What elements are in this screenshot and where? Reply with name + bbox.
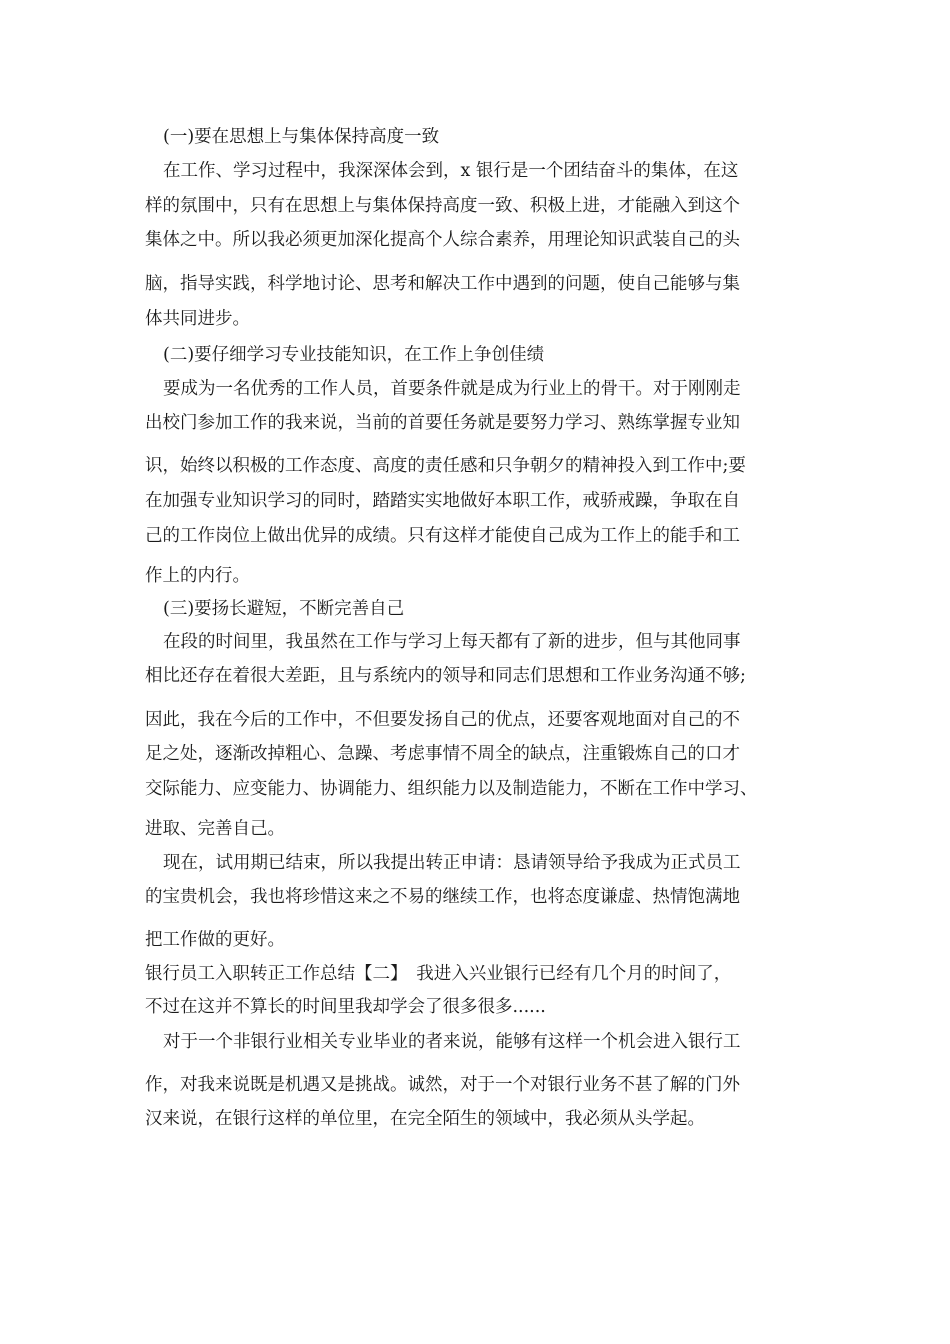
paragraph-line: 汉来说，在银行这样的单位里，在完全陌生的领域中，我必须从头学起。 — [145, 1109, 705, 1129]
paragraph-line: 作，对我来说既是机遇又是挑战。诚然，对于一个对银行业务不甚了解的门外 — [145, 1075, 740, 1095]
paragraph-line: 出校门参加工作的我来说，当前的首要任务就是要努力学习、熟练掌握专业知 — [145, 413, 740, 433]
paragraph-line: 脑，指导实践，科学地讨论、思考和解决工作中遇到的问题，使自己能够与集 — [145, 274, 740, 294]
paragraph-line: 体共同进步。 — [145, 309, 250, 329]
section-heading-1: (一)要在思想上与集体保持高度一致 — [163, 127, 440, 147]
section-heading-3: (三)要扬长避短，不断完善自己 — [163, 599, 405, 619]
paragraph-line: 把工作做的更好。 — [145, 930, 285, 950]
section-title-line: 银行员工入职转正工作总结【二】 我进入兴业银行已经有几个月的时间了， — [145, 964, 732, 984]
paragraph-line: 识，始终以积极的工作态度、高度的责任感和只争朝夕的精神投入到工作中;要 — [145, 456, 746, 476]
paragraph-line: 因此，我在今后的工作中，不但要发扬自己的优点，还要客观地面对自己的不 — [145, 710, 740, 730]
paragraph-line: 在加强专业知识学习的同时，踏踏实实地做好本职工作，戒骄戒躁，争取在自 — [145, 491, 740, 511]
paragraph-line: 相比还存在着很大差距，且与系统内的领导和同志们思想和工作业务沟通不够; — [145, 666, 746, 686]
paragraph-line: 的宝贵机会，我也将珍惜这来之不易的继续工作，也将态度谦虚、热情饱满地 — [145, 887, 740, 907]
paragraph-line: 要成为一名优秀的工作人员，首要条件就是成为行业上的骨干。对于刚刚走 — [163, 379, 741, 399]
paragraph-line: 在段的时间里，我虽然在工作与学习上每天都有了新的进步，但与其他同事 — [163, 632, 741, 652]
paragraph-line: 己的工作岗位上做出优异的成绩。只有这样才能使自己成为工作上的能手和工 — [145, 526, 740, 546]
paragraph-line: 不过在这并不算长的时间里我却学会了很多很多...... — [145, 997, 546, 1017]
paragraph-line: 足之处，逐渐改掉粗心、急躁、考虑事情不周全的缺点，注重锻炼自己的口才 — [145, 744, 740, 764]
paragraph-line: 作上的内行。 — [145, 566, 250, 586]
paragraph-line: 集体之中。所以我必须更加深化提高个人综合素养，用理论知识武装自己的头 — [145, 230, 740, 250]
paragraph-line: 样的氛围中，只有在思想上与集体保持高度一致、积极上进，才能融入到这个 — [145, 196, 740, 216]
section-heading-2: (二)要仔细学习专业技能知识，在工作上争创佳绩 — [163, 345, 545, 365]
paragraph-line: 现在，试用期已结束，所以我提出转正申请：恳请领导给予我成为正式员工 — [163, 853, 741, 873]
paragraph-line: 进取、完善自己。 — [145, 819, 285, 839]
paragraph-line: 对于一个非银行业相关专业毕业的者来说，能够有这样一个机会进入银行工 — [163, 1032, 741, 1052]
paragraph-line: 交际能力、应变能力、协调能力、组织能力以及制造能力，不断在工作中学习、 — [145, 779, 758, 799]
paragraph-line: 在工作、学习过程中，我深深体会到，x 银行是一个团结奋斗的集体，在这 — [163, 161, 739, 181]
